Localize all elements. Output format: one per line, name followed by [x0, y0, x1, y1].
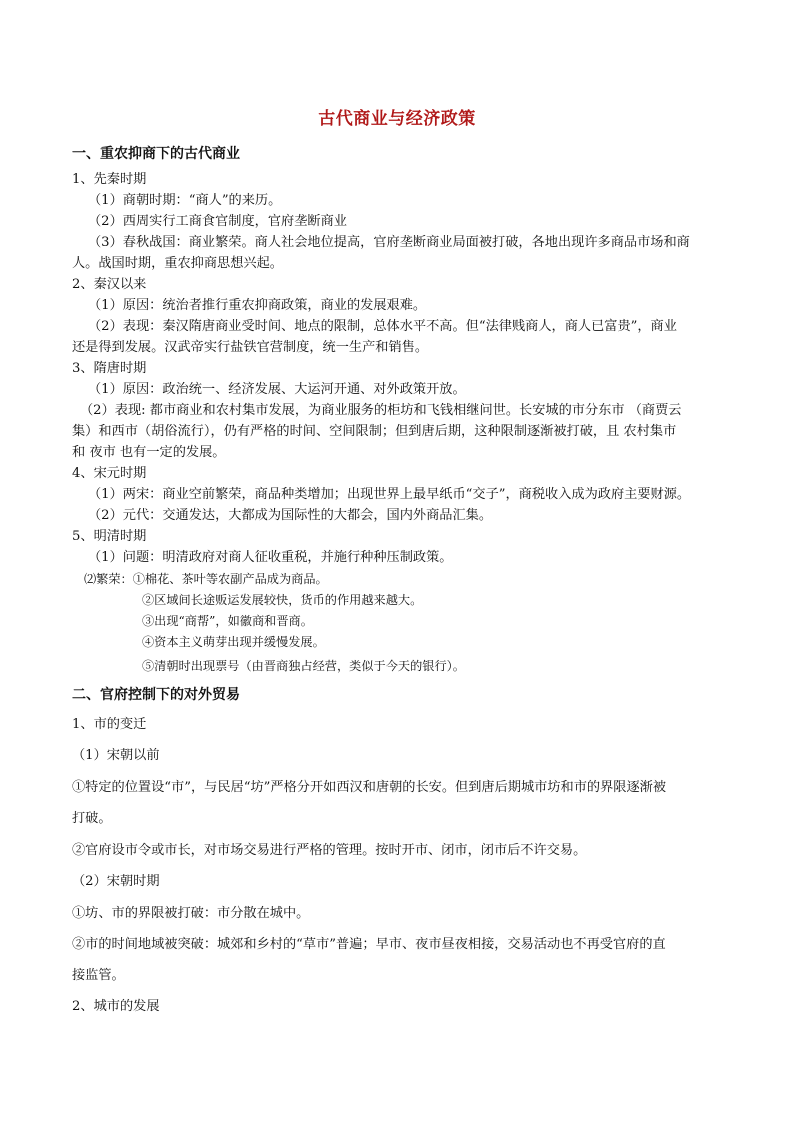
paragraph-line: （2）元代：交通发达，大都成为国际性的大都会，国内外商品汇集。	[88, 508, 493, 523]
paragraph-line: ⑤清朝时出现票号（由晋商独占经营，类似于今天的银行）。	[142, 659, 465, 673]
subsection-heading: （2）宋朝时期	[72, 874, 160, 889]
paragraph-line: ②官府设市令或市长，对市场交易进行严格的管理。按时开市、闭市，闭市后不许交易。	[72, 843, 587, 858]
paragraph-line: 和 夜市 也有一定的发展。	[72, 445, 226, 460]
subsection-heading: 2、城市的发展	[72, 999, 160, 1014]
subsection-heading: 5、明清时期	[72, 529, 147, 544]
paragraph-line: （1）两宋：商业空前繁荣，商品种类增加；出现世界上最早纸币“交子”，商税收入成为政府主要财源。	[88, 487, 691, 502]
paragraph-line: （1）商朝时期：“商人”的来历。	[88, 193, 282, 208]
paragraph-line: （2）西周实行工商食官制度，官府垄断商业	[88, 214, 347, 229]
paragraph-line: 集）和西市（胡俗流行），仍有严格的时间、空间限制；但到唐后期，这种限制逐渐被打破，且 农村集市	[72, 424, 677, 439]
paragraph-line: ①坊、市的界限被打破：市分散在城中。	[72, 906, 310, 921]
paragraph-line: （1）原因：政治统一、经济发展、大运河开通、对外政策开放。	[88, 382, 466, 397]
paragraph-line: （3）春秋战国：商业繁荣。商人社会地位提高，官府垄断商业局面被打破，各地出现许多商品市场和商	[88, 235, 690, 250]
paragraph-line: ④资本主义萌芽出现并缓慢发展。	[142, 635, 325, 649]
subsection-heading: 1、先秦时期	[72, 172, 147, 187]
paragraph-line: ①特定的位置设“市”，与民居“坊”严格分开如西汉和唐朝的长安。但到唐后期城市坊和市的界限逐渐被	[72, 780, 667, 795]
paragraph-line: 接监管。	[72, 968, 125, 983]
paragraph-line: ⑵繁荣：①棉花、茶叶等农副产品成为商品。	[84, 572, 328, 586]
paragraph-line: ②区域间长途贩运发展较快，货币的作用越来越大。	[142, 593, 423, 607]
paragraph-line: 还是得到发展。汉武帝实行盐铁官营制度，统一生产和销售。	[72, 340, 429, 355]
subsection-heading: （1）宋朝以前	[72, 748, 160, 763]
paragraph-line: （1）原因：统治者推行重农抑商政策，商业的发展艰难。	[88, 298, 427, 313]
paragraph-line: 打破。	[72, 811, 112, 826]
document-title: 古代商业与经济政策	[318, 109, 476, 129]
section-heading: 一、重农抑商下的古代商业	[72, 146, 240, 162]
paragraph-line: （2）表现：秦汉隋唐商业受时间、地点的限制，总体水平不高。但“法律贱商人，商人已富贵”，商业	[88, 319, 677, 334]
subsection-heading: 2、秦汉以来	[72, 277, 147, 292]
subsection-heading: 4、宋元时期	[72, 466, 147, 481]
paragraph-line: （1）问题：明清政府对商人征收重税，并施行种种压制政策。	[88, 550, 453, 565]
paragraph-line: ②市的时间地域被突破：城郊和乡村的“草市”普遍；早市、夜市昼夜相接，交易活动也不再受官府的直	[72, 937, 666, 952]
paragraph-line: 人。战国时期，重农抑商思想兴起。	[72, 256, 283, 271]
paragraph-line: ③出现“商帮”，如徽商和晋商。	[142, 614, 313, 628]
subsection-heading: 1、市的变迁	[72, 717, 147, 732]
paragraph-line: （2）表现: 都市商业和农村集市发展，为商业服务的柜坊和飞钱相继问世。长安城的市分东市 （商贾云	[80, 403, 682, 418]
subsection-heading: 3、隋唐时期	[72, 361, 147, 376]
section-heading: 二、官府控制下的对外贸易	[72, 687, 240, 703]
